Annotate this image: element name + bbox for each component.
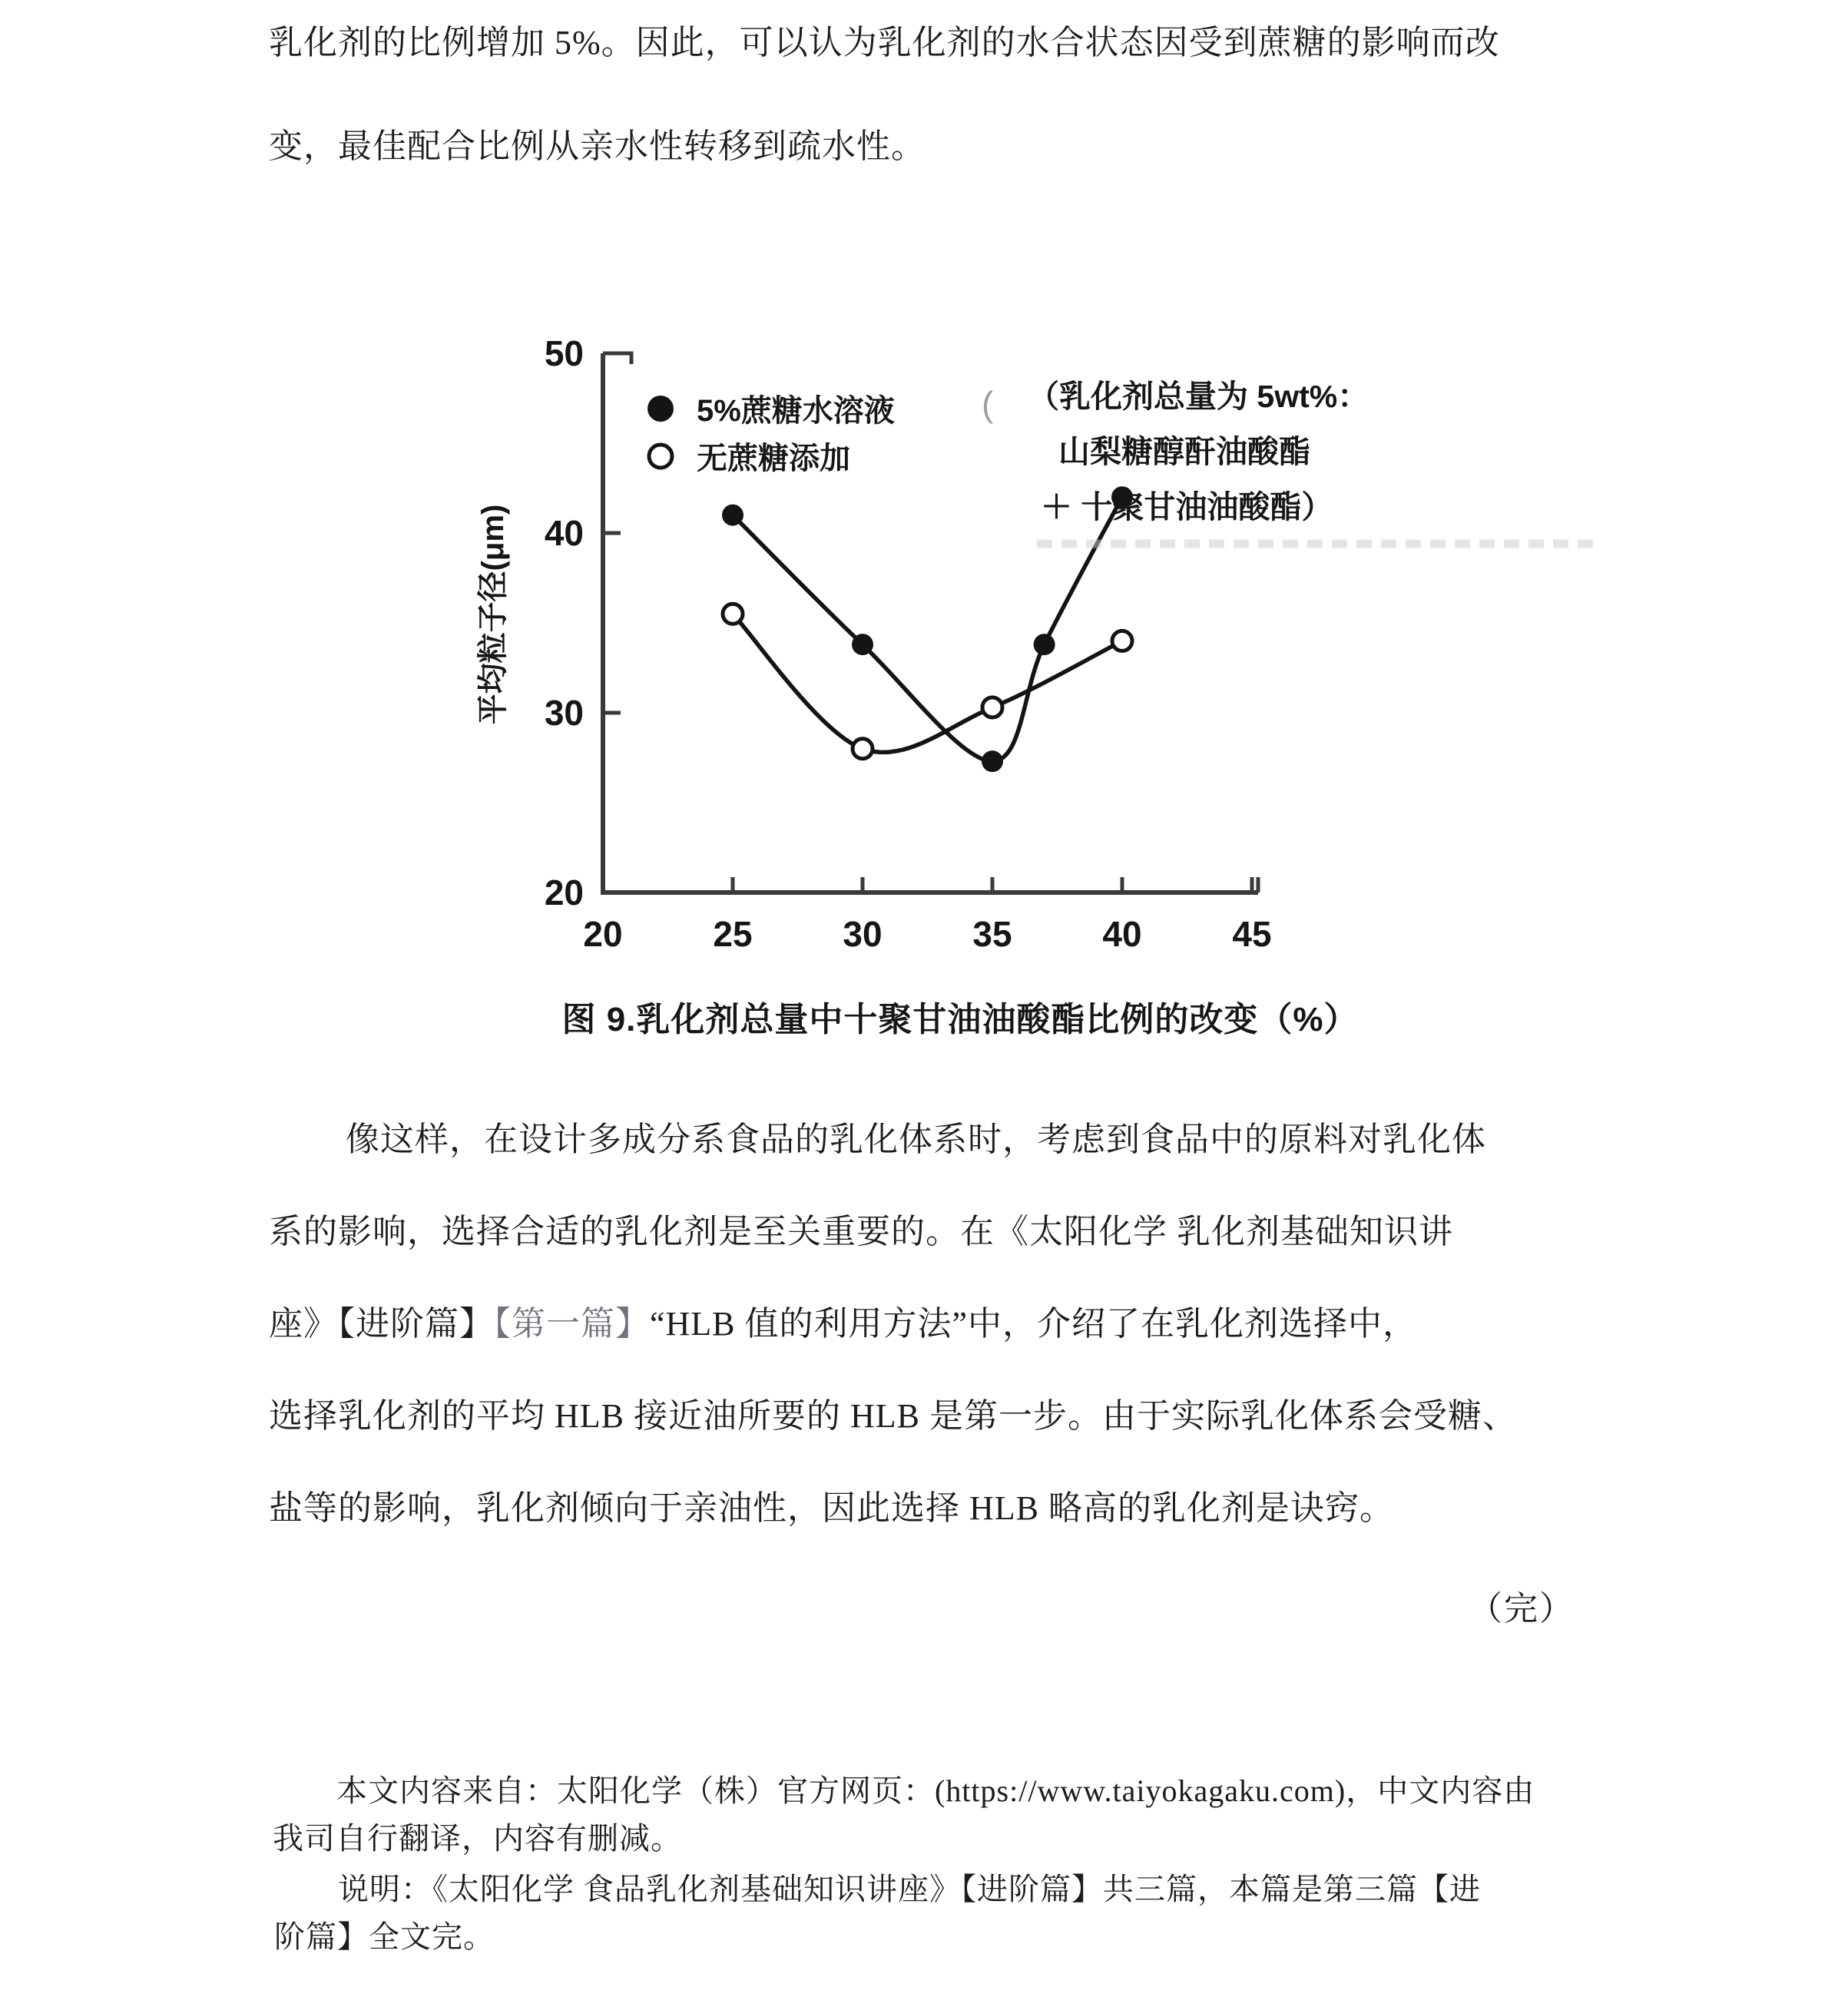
y-tick-label: 20 xyxy=(544,873,584,912)
paragraph2-line1: 像这样，在设计多成分系食品的乳化体系时，考虑到食品中的原料对乳化体 xyxy=(346,1121,1486,1158)
y-tick-label: 40 xyxy=(544,513,584,553)
line-chart xyxy=(430,330,1659,1060)
data-point-open xyxy=(982,697,1002,717)
footer-line1: 本文内容来自：太阳化学（株）官方网页：(https://www.taiyokagaku.com)，中文内容由 xyxy=(336,1773,1535,1808)
series-line-5%蔗糖水溶液 xyxy=(733,497,1122,761)
figure-9-chart xyxy=(430,330,1659,1060)
legend-label-2: 无蔗糖添加 xyxy=(697,442,850,475)
data-point-filled xyxy=(722,505,744,526)
x-tick-label: 25 xyxy=(713,914,753,954)
figure-caption: 图 9.乳化剂总量中十聚甘油油酸酯比例的改变（%） xyxy=(561,1001,1359,1038)
data-point-open xyxy=(723,604,743,624)
end-mark: （完） xyxy=(1469,1590,1575,1628)
x-tick-label: 20 xyxy=(583,914,623,954)
data-series xyxy=(722,486,1133,772)
paragraph2-line5: 盐等的影响，乳化剂倾向于亲油性，因此选择 HLB 略高的乳化剂是诀窍。 xyxy=(269,1489,1394,1527)
annotation-line2: 山梨糖醇酐油酸酯 xyxy=(1058,434,1310,469)
data-point-open xyxy=(853,739,873,759)
legend-label-1: 5%蔗糖水溶液 xyxy=(697,394,895,428)
paragraph2-line3-post: “HLB 值的利用方法”中，介绍了在乳化剂选择中， xyxy=(650,1305,1418,1343)
paragraph2-line3-pre: 座》【进阶篇】 xyxy=(269,1305,494,1343)
footer-line2: 我司自行翻译，内容有删减。 xyxy=(273,1821,682,1856)
paragraph2-line3-reference: 【第一篇】 xyxy=(494,1305,650,1343)
paragraph2-line4: 选择乳化剂的平均 HLB 接近油所要的 HLB 是第一步。由于实际乳化体系会受糖、 xyxy=(269,1397,1517,1435)
series-line-无蔗糖添加 xyxy=(733,614,1122,752)
data-point-filled xyxy=(852,634,873,655)
x-tick-label: 30 xyxy=(843,914,883,954)
ghost-parenthesis: ( xyxy=(982,384,994,424)
y-axis-label: 平均粒子径(μm) xyxy=(476,504,510,725)
axis-ticks xyxy=(545,333,1272,954)
legend-filled-circle-icon xyxy=(647,396,674,422)
x-tick-label: 45 xyxy=(1232,914,1272,954)
chart-legend xyxy=(647,394,895,475)
annotation-line3: ＋ 十聚甘油油酸酯） xyxy=(1041,489,1333,525)
legend-open-circle-icon xyxy=(649,445,672,468)
chart-annotation xyxy=(982,379,1601,544)
data-point-filled xyxy=(1034,634,1055,655)
data-point-open xyxy=(1112,631,1132,651)
paragraph1-line1: 乳化剂的比例增加 5%。因此，可以认为乳化剂的水合状态因受到蔗糖的影响而改 xyxy=(269,24,1500,61)
x-tick-label: 35 xyxy=(972,914,1012,954)
y-axis-top-hook xyxy=(603,353,631,364)
footer-line4: 阶篇】全文完。 xyxy=(274,1919,495,1954)
annotation-line1: （乳化剂总量为 5wt%： xyxy=(1028,379,1369,414)
x-tick-label: 40 xyxy=(1102,914,1142,954)
paragraph2-line2: 系的影响，选择合适的乳化剂是至关重要的。在《太阳化学 乳化剂基础知识讲 xyxy=(269,1213,1453,1250)
y-tick-label: 50 xyxy=(544,333,584,373)
paragraph2-line3 xyxy=(269,1304,1582,1344)
y-tick-label: 30 xyxy=(544,693,584,733)
paragraph1-line2: 变，最佳配合比例从亲水性转移到疏水性。 xyxy=(269,128,926,165)
data-point-filled xyxy=(982,750,1003,772)
footer-line3: 说明：《太阳化学 食品乳化剂基础知识讲座》【进阶篇】共三篇，本篇是第三篇【进 xyxy=(338,1872,1481,1906)
